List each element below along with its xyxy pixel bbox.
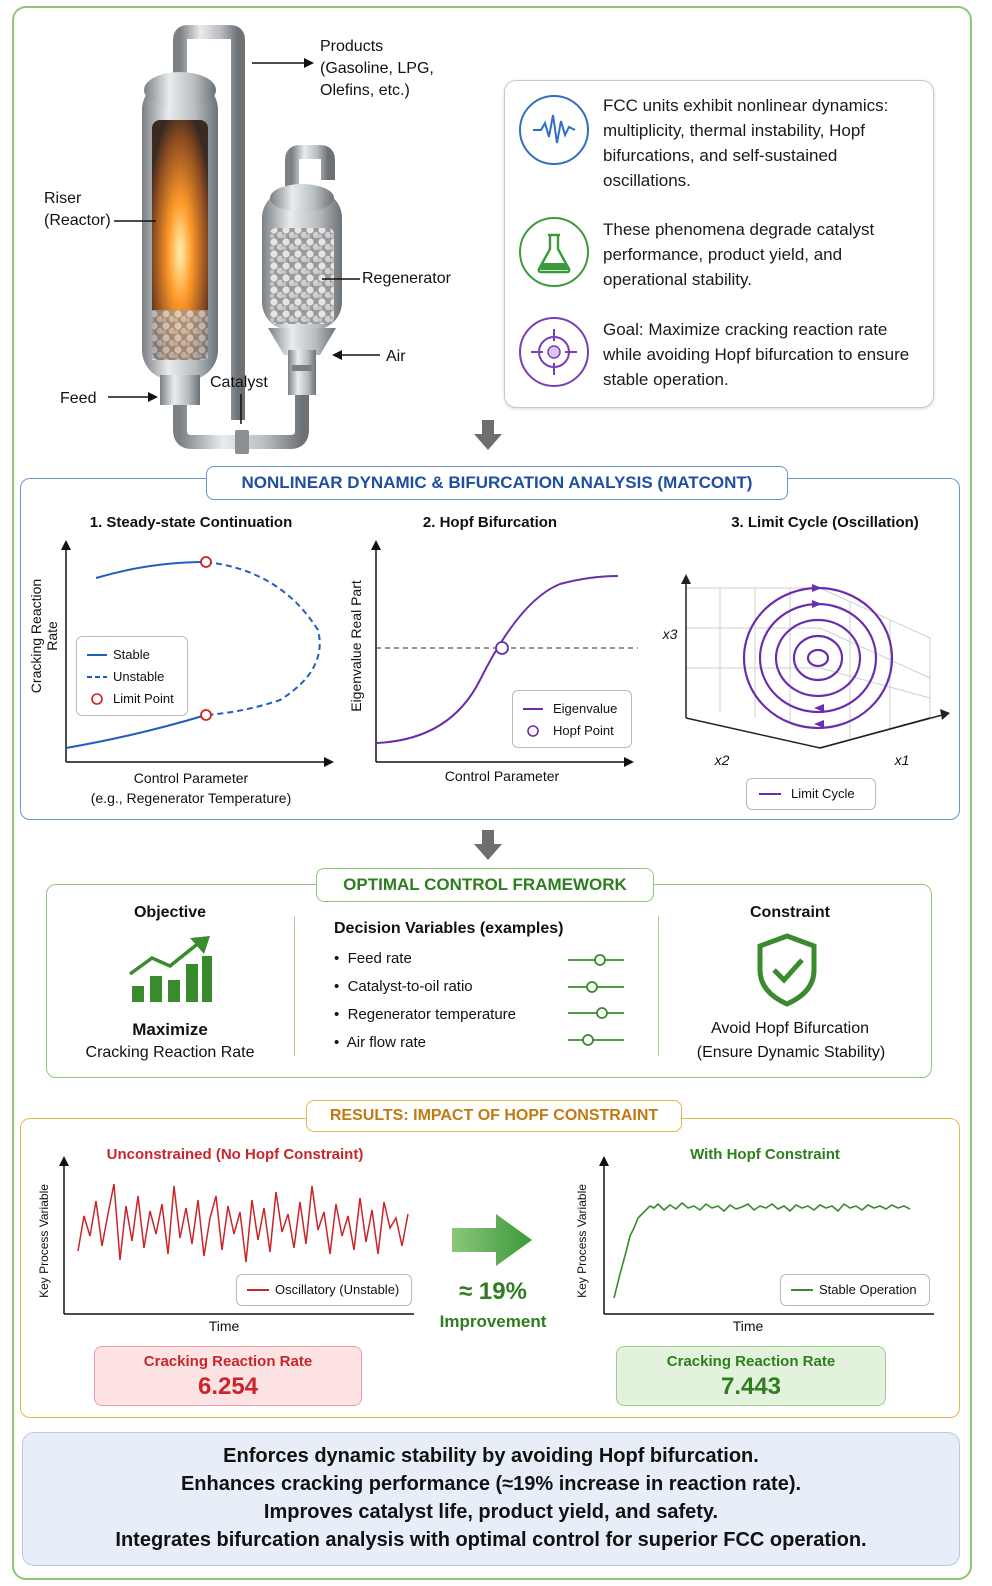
- decision-heading: Decision Variables (examples): [334, 920, 564, 937]
- objective-heading: Objective: [133, 904, 207, 921]
- divider: [294, 916, 295, 1056]
- riser-leader: [112, 214, 158, 228]
- plot2-legend: [512, 690, 632, 748]
- regenerator-leader: [320, 272, 362, 286]
- info-text-dynamics: FCC units exhibit nonlinear dynamics: multiplicity, thermal instability, Hopf bifurcations, and self-sustained oscillations.: [603, 96, 889, 190]
- hopf-point: [496, 642, 508, 654]
- catalyst-leader: [236, 392, 246, 426]
- unstable-branch: [206, 562, 320, 715]
- unconstrained-ylabel: Key Process Variable: [37, 1184, 51, 1298]
- shield-check-icon: [754, 932, 820, 1008]
- summary-line: Improves catalyst life, product yield, and safety.: [263, 1501, 719, 1523]
- catalyst-label: Catalyst: [210, 374, 268, 391]
- waveform-icon: [519, 95, 589, 165]
- info-panel: [504, 80, 934, 408]
- constraint-line2: (Ensure Dynamic Stability): [696, 1044, 886, 1061]
- constraint-heading: Constraint: [750, 904, 830, 921]
- constrained-title: With Hopf Constraint: [690, 1146, 840, 1163]
- plot1-title: 1. Steady-state Continuation: [89, 514, 293, 531]
- down-arrow: [474, 830, 502, 860]
- plot3-title: 3. Limit Cycle (Oscillation): [731, 514, 919, 531]
- decision-item: • Feed rate: [334, 950, 412, 967]
- legend-unstable: Unstable: [113, 669, 165, 684]
- decision-item: • Air flow rate: [334, 1034, 426, 1051]
- decision-item-label: Regenerator temperature: [347, 1006, 517, 1023]
- legend-oscillatory: Oscillatory (Unstable): [275, 1282, 400, 1297]
- target-icon: [519, 317, 589, 387]
- axis-x2-label: x2: [714, 752, 730, 768]
- stable-upper-branch: [96, 562, 206, 578]
- unconstrained-xlabel: Time: [208, 1318, 240, 1334]
- stable-lower-branch: [66, 715, 206, 748]
- regenerator-label: Regenerator: [362, 270, 451, 287]
- info-text-degrade: These phenomena degrade catalyst performance, product yield, and operational stability.: [603, 220, 875, 289]
- axis-x3-label: x3: [662, 626, 678, 642]
- riser-label: Riser (Reactor): [44, 190, 111, 229]
- legend-eigenvalue: Eigenvalue: [553, 701, 618, 716]
- decision-item: • Regenerator temperature: [334, 1006, 517, 1023]
- decision-item-label: Air flow rate: [346, 1034, 426, 1051]
- air-label: Air: [386, 348, 406, 365]
- legend-stable-operation: Stable Operation: [819, 1282, 917, 1297]
- limit-cycle-plot: [660, 568, 960, 758]
- feed-label: Feed: [60, 390, 97, 407]
- unconstrained-metric-card: [94, 1346, 362, 1406]
- improvement-value: ≈ 19%: [459, 1278, 527, 1305]
- summary-line: Enforces dynamic stability by avoiding Hopf bifurcation.: [223, 1445, 759, 1467]
- legend-limit-cycle: Limit Cycle: [791, 786, 855, 801]
- improvement-label: Improvement: [439, 1312, 547, 1331]
- unconstrained-title: Unconstrained (No Hopf Constraint): [106, 1146, 364, 1163]
- constrained-metric-value: 7.443: [720, 1373, 782, 1400]
- axis-x1-label: x1: [894, 752, 910, 768]
- limit-point-upper: [201, 557, 211, 567]
- constrained-xlabel: Time: [732, 1318, 764, 1334]
- analysis-title: NONLINEAR DYNAMIC & BIFURCATION ANALYSIS (MATCONT): [206, 466, 788, 500]
- air-arrow: [330, 348, 382, 362]
- objective-line2: Cracking Reaction Rate: [85, 1044, 255, 1061]
- legend-hopf-point: Hopf Point: [553, 723, 614, 738]
- plot2-title: 2. Hopf Bifurcation: [422, 514, 558, 531]
- plot3-legend: [746, 778, 876, 810]
- oscillatory-trace: [78, 1184, 408, 1262]
- summary-panel: [22, 1432, 960, 1566]
- framework-title: OPTIMAL CONTROL FRAMEWORK: [316, 868, 654, 902]
- limit-point-lower: [201, 710, 211, 720]
- objective-line1: Maximize: [132, 1020, 208, 1039]
- constrained-legend: [780, 1274, 930, 1306]
- divider: [658, 916, 659, 1056]
- decision-item-label: Feed rate: [347, 950, 412, 967]
- summary-line: Enhances cracking performance (≈19% increase in reaction rate).: [180, 1473, 802, 1495]
- unconstrained-metric-value: 6.254: [197, 1373, 259, 1400]
- plot2-ylabel: Eigenvalue Real Part: [348, 580, 364, 712]
- summary-line: Integrates bifurcation analysis with optimal control for superior FCC operation.: [115, 1529, 867, 1551]
- plot2-xlabel: Control Parameter: [444, 768, 560, 784]
- products-arrow: [250, 56, 316, 70]
- flask-icon: [519, 217, 589, 287]
- products-label: Products (Gasoline, LPG, Olefins, etc.): [320, 38, 434, 99]
- unconstrained-metric-label: Cracking Reaction Rate: [143, 1353, 313, 1370]
- decision-item-label: Catalyst-to-oil ratio: [347, 978, 473, 995]
- plot1-legend: [76, 636, 188, 716]
- constrained-ylabel: Key Process Variable: [575, 1184, 589, 1298]
- legend-limit-point: Limit Point: [113, 691, 174, 706]
- info-text-goal: Goal: Maximize cracking reaction rate while avoiding Hopf bifurcation to ensure stable operation.: [603, 320, 910, 389]
- constrained-metric-label: Cracking Reaction Rate: [666, 1353, 836, 1370]
- bar-chart-up-icon: [126, 934, 216, 1004]
- decision-item: • Catalyst-to-oil ratio: [334, 978, 473, 995]
- constrained-metric-card: [616, 1346, 886, 1406]
- slider-icons: [566, 950, 626, 1054]
- down-arrow: [474, 420, 502, 450]
- results-title: RESULTS: IMPACT OF HOPF CONSTRAINT: [306, 1100, 682, 1132]
- improvement-arrow-icon: [450, 1212, 534, 1268]
- plot1-ylabel: Cracking Reaction Rate: [28, 578, 60, 694]
- constraint-line1: Avoid Hopf Bifurcation: [710, 1020, 869, 1037]
- plot1-xlabel: Control Parameter (e.g., Regenerator Temperature): [90, 770, 292, 806]
- feed-arrow: [106, 390, 160, 404]
- unconstrained-legend: [236, 1274, 412, 1306]
- legend-stable: Stable: [113, 647, 150, 662]
